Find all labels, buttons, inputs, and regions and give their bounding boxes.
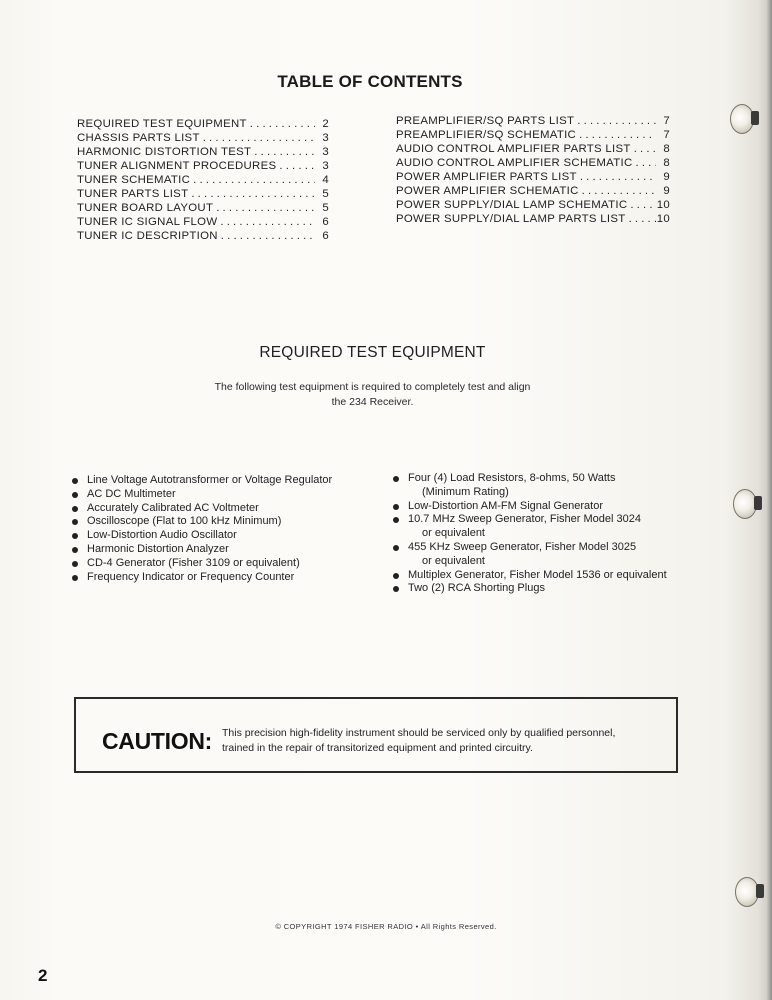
equipment-item [71, 529, 371, 543]
toc-entry-page: 10 [656, 213, 670, 225]
toc-leader-dots [576, 128, 656, 142]
toc-entry-page: 6 [322, 216, 329, 228]
toc-entry-page: 10 [656, 199, 670, 211]
toc-entry-label: POWER AMPLIFIER PARTS LIST [396, 171, 577, 183]
bullet-icon [72, 492, 78, 498]
equipment-item [392, 541, 702, 569]
equipment-item-text: 10.7 MHz Sweep Generator, Fisher Model 3024 [408, 513, 641, 526]
toc-entry-page: 9 [663, 185, 670, 197]
toc-title: TABLE OF CONTENTS [277, 72, 463, 91]
toc-entry [77, 131, 329, 145]
toc-left-column [77, 117, 329, 243]
toc-entry [396, 114, 670, 128]
toc-entry-label: TUNER SCHEMATIC [77, 174, 191, 186]
toc-entry-page: 3 [322, 132, 329, 144]
toc-entry-page: 2 [322, 118, 329, 130]
toc-entry [396, 156, 670, 170]
intro-line-1: The following test equipment is required to completely test and align [214, 381, 531, 393]
binder-ring-top [730, 104, 754, 134]
toc-leader-dots [577, 170, 656, 184]
toc-entry [396, 184, 670, 198]
toc-leader-dots [579, 184, 656, 198]
bullet-icon [393, 573, 399, 579]
equipment-item [71, 474, 371, 488]
toc-entry-page: 5 [322, 188, 329, 200]
toc-entry [396, 142, 670, 156]
equipment-item-text: Low-Distortion Audio Oscillator [87, 529, 237, 542]
toc-leader-dots [247, 117, 315, 131]
toc-entry-label: TUNER PARTS LIST [77, 188, 189, 200]
toc-entry [396, 170, 670, 184]
caution-line-1: This precision high-fidelity instrument should be serviced only by qualified personnel, [222, 727, 616, 739]
toc-entry [77, 159, 329, 173]
equipment-item-text: Low-Distortion AM-FM Signal Generator [408, 499, 604, 512]
bullet-icon [72, 547, 78, 553]
binder-ring-bottom [735, 877, 759, 907]
bullet-icon [393, 545, 399, 551]
equipment-item [71, 502, 371, 516]
toc-entry [77, 215, 329, 229]
toc-entry-label: CHASSIS PARTS LIST [77, 132, 200, 144]
equipment-item [392, 472, 702, 500]
toc-leader-dots [190, 173, 315, 187]
toc-entry-label: POWER SUPPLY/DIAL LAMP PARTS LIST [396, 213, 626, 225]
bullet-icon [393, 504, 399, 510]
toc-entry-page: 7 [663, 129, 670, 141]
equipment-item-text: CD-4 Generator (Fisher 3109 or equivalent) [87, 556, 300, 569]
toc-entry-page: 8 [663, 157, 670, 169]
equipment-item-text: Multiplex Generator, Fisher Model 1536 or equivalent [408, 568, 667, 581]
intro-line-2: the 234 Receiver. [331, 396, 414, 408]
equipment-item-text: Two (2) RCA Shorting Plugs [408, 582, 545, 595]
toc-entry-label: TUNER IC SIGNAL FLOW [77, 216, 218, 228]
toc-leader-dots [627, 198, 656, 212]
equipment-item-text: Frequency Indicator or Frequency Counter [87, 570, 295, 583]
toc-entry-page: 9 [663, 171, 670, 183]
caution-line-2: trained in the repair of transitorized equipment and printed circuitry. [222, 742, 533, 754]
toc-right-column [396, 114, 670, 226]
equipment-list-right [392, 472, 702, 596]
toc-entry-label: AUDIO CONTROL AMPLIFIER PARTS LIST [396, 143, 631, 155]
equipment-item-text: Accurately Calibrated AC Voltmeter [87, 501, 259, 514]
toc-entry [396, 212, 670, 226]
section-intro [150, 380, 595, 410]
toc-leader-dots [218, 229, 315, 243]
toc-entry-label: PREAMPLIFIER/SQ SCHEMATIC [396, 129, 577, 141]
toc-entry [77, 173, 329, 187]
equipment-item-subtext: or equivalent [422, 527, 485, 540]
toc-entry-page: 4 [322, 174, 329, 186]
equipment-item [392, 569, 702, 583]
equipment-item [71, 515, 371, 529]
toc-leader-dots [213, 201, 315, 215]
equipment-item [71, 557, 371, 571]
equipment-item [392, 500, 702, 514]
toc-leader-dots [217, 215, 315, 229]
toc-entry-label: POWER SUPPLY/DIAL LAMP SCHEMATIC [396, 199, 628, 211]
bullet-icon [72, 561, 78, 567]
toc-entry-label: TUNER ALIGNMENT PROCEDURES [77, 160, 277, 172]
toc-leader-dots [276, 159, 315, 173]
bullet-icon [72, 506, 78, 512]
bullet-icon [72, 575, 78, 581]
caution-label: CAUTION: [102, 728, 213, 754]
toc-entry-label: REQUIRED TEST EQUIPMENT [77, 118, 247, 130]
toc-entry [77, 117, 329, 131]
toc-entry [77, 229, 329, 243]
equipment-item [392, 582, 702, 596]
toc-leader-dots [574, 114, 656, 128]
equipment-item-text: Harmonic Distortion Analyzer [87, 542, 229, 555]
toc-leader-dots [200, 131, 315, 145]
toc-entry-page: 3 [322, 146, 329, 158]
toc-entry-page: 6 [322, 230, 329, 242]
toc-entry [396, 198, 670, 212]
bullet-icon [72, 478, 78, 484]
copyright-notice: © COPYRIGHT 1974 FISHER RADIO • All Rights Reserved. [275, 922, 497, 931]
section-title: REQUIRED TEST EQUIPMENT [259, 344, 486, 361]
toc-entry-label: HARMONIC DISTORTION TEST [77, 146, 252, 158]
toc-entry-label: TUNER IC DESCRIPTION [77, 230, 218, 242]
equipment-item-subtext: or equivalent [422, 554, 485, 567]
equipment-item [71, 571, 371, 585]
page-number: 2 [38, 966, 48, 985]
toc-entry-page: 3 [322, 160, 329, 172]
toc-leader-dots [631, 142, 656, 156]
toc-entry [77, 145, 329, 159]
bullet-icon [393, 517, 399, 523]
bullet-icon [72, 533, 78, 539]
caution-text [222, 726, 672, 756]
bullet-icon [393, 476, 399, 482]
bullet-icon [72, 519, 78, 525]
toc-leader-dots [188, 187, 315, 201]
equipment-item [71, 488, 371, 502]
equipment-item-text: Line Voltage Autotransformer or Voltage Regulator [87, 474, 333, 486]
toc-entry [77, 187, 329, 201]
equipment-item-text: Four (4) Load Resistors, 8-ohms, 50 Watts [408, 472, 616, 484]
toc-entry-page: 8 [663, 143, 670, 155]
toc-entry-page: 5 [322, 202, 329, 214]
bullet-icon [393, 586, 399, 592]
toc-entry [77, 201, 329, 215]
equipment-item-text: Oscilloscope (Flat to 100 kHz Minimum) [87, 515, 282, 528]
toc-entry-page: 7 [663, 115, 670, 127]
toc-entry [396, 128, 670, 142]
toc-leader-dots [632, 156, 656, 170]
equipment-item-text: 455 KHz Sweep Generator, Fisher Model 3025 [408, 540, 637, 553]
toc-entry-label: TUNER BOARD LAYOUT [77, 202, 214, 214]
toc-entry-label: AUDIO CONTROL AMPLIFIER SCHEMATIC [396, 157, 633, 169]
toc-leader-dots [251, 145, 315, 159]
equipment-item [71, 543, 371, 557]
equipment-item [392, 513, 702, 541]
toc-entry-label: POWER AMPLIFIER SCHEMATIC [396, 185, 579, 197]
equipment-item-subtext: (Minimum Rating) [422, 485, 509, 498]
toc-entry-label: PREAMPLIFIER/SQ PARTS LIST [396, 115, 575, 127]
binder-ring-middle [733, 489, 757, 519]
equipment-list-left [71, 474, 371, 584]
toc-leader-dots [626, 212, 656, 226]
equipment-item-text: AC DC Multimeter [87, 487, 176, 500]
caution-box [74, 697, 678, 773]
